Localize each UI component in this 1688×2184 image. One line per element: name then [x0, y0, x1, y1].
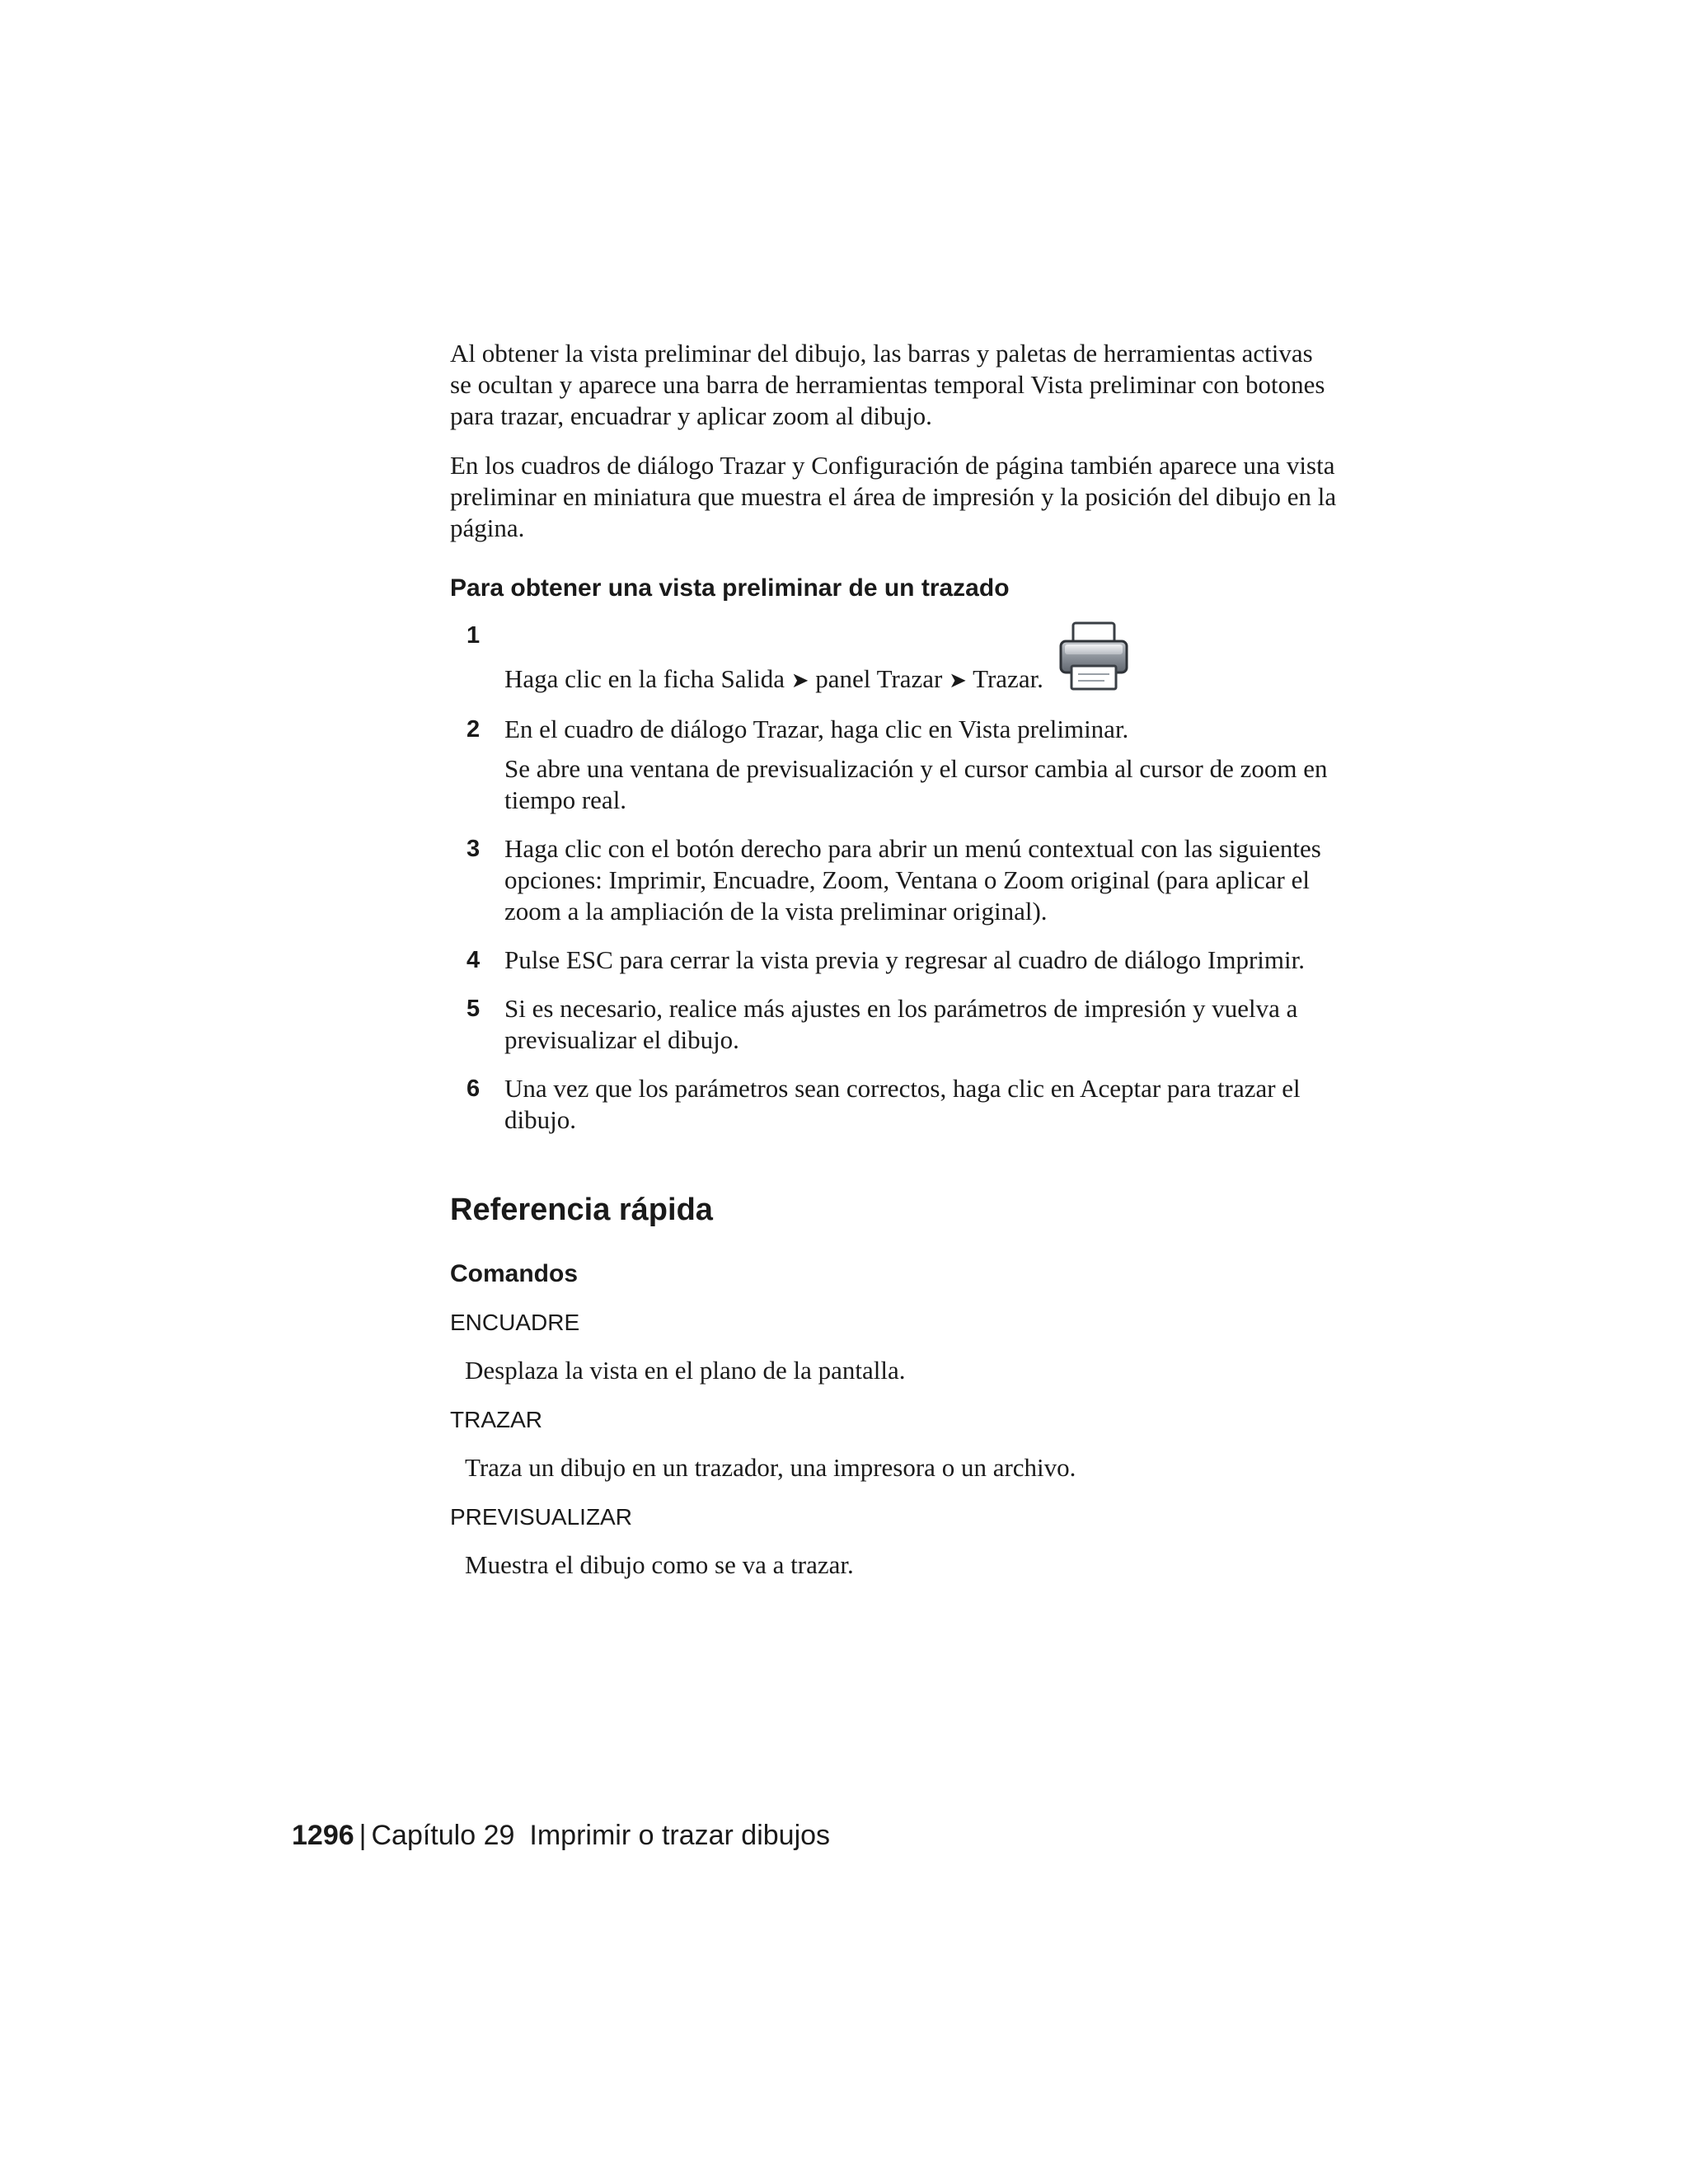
quick-reference-heading: Referencia rápida: [450, 1193, 713, 1227]
arrow-right-icon: ➤: [790, 668, 809, 693]
chapter-label: Capítulo 29: [371, 1820, 515, 1851]
step-text: Una vez que los parámetros sean correctos, haga clic en Aceptar para trazar el dibujo.: [504, 1074, 1301, 1134]
step-text: Pulse ESC para cerrar la vista previa y regresar al cuadro de diálogo Imprimir.: [504, 945, 1305, 974]
command-list: [450, 1309, 1340, 1581]
step-text: En el cuadro de diálogo Trazar, haga clic en Vista preliminar.: [504, 715, 1129, 743]
page-footer: [292, 1819, 830, 1852]
command-description: Desplaza la vista en el plano de la pantalla.: [465, 1356, 906, 1385]
printer-icon: [1057, 620, 1131, 692]
step-number: 1: [467, 622, 481, 649]
step-text: panel Trazar: [815, 664, 943, 693]
command-description: Traza un dibujo en un trazador, una impresora o un archivo.: [465, 1453, 1076, 1482]
step-number: 5: [467, 996, 481, 1022]
page-content: [450, 338, 1340, 1581]
step-number: 3: [467, 836, 481, 862]
step-number: 6: [467, 1076, 481, 1102]
commands-heading: Comandos: [450, 1260, 579, 1287]
step-4: [450, 944, 1340, 976]
command-description: Muestra el dibujo como se va a trazar.: [465, 1550, 854, 1579]
step-subtext: Se abre una ventana de previsualización y el cursor cambia al cursor de zoom en tiempo real.: [504, 754, 1328, 814]
procedure-heading: Para obtener una vista preliminar de un trazado: [450, 574, 1010, 602]
step-2: [450, 714, 1340, 816]
step-number: 2: [467, 716, 481, 743]
chapter-title: Imprimir o trazar dibujos: [529, 1820, 831, 1851]
step-text: Trazar.: [973, 664, 1043, 693]
page-number: 1296: [292, 1820, 354, 1851]
intro-paragraph-1: Al obtener la vista preliminar del dibujo, las barras y paletas de herramientas activas se ocultan y aparece una barra de herramientas temporal Vista preliminar con botones para trazar, encuadrar y aplicar zoom al dibujo.: [450, 339, 1325, 430]
step-text: Haga clic en la ficha Salida: [504, 664, 785, 693]
command-name: PREVISUALIZAR: [450, 1504, 632, 1530]
step-3: [450, 833, 1340, 927]
intro-paragraph-2: En los cuadros de diálogo Trazar y Configuración de página también aparece una vista preliminar en miniatura que muestra el área de impresión y la posición del dibujo en la página.: [450, 451, 1337, 542]
step-6: [450, 1073, 1340, 1136]
command-name: TRAZAR: [450, 1407, 542, 1432]
step-text: Haga clic con el botón derecho para abrir un menú contextual con las siguientes opciones: Imprimir, Encuadre, Zoom, Ventana o Zoom original (para aplicar el zoom a la ampliación de la vista preliminar original).: [504, 834, 1321, 926]
step-5: [450, 993, 1340, 1056]
procedure-steps: [450, 620, 1340, 1136]
command-name: ENCUADRE: [450, 1310, 580, 1335]
step-text: Si es necesario, realice más ajustes en los parámetros de impresión y vuelva a previsualizar el dibujo.: [504, 994, 1298, 1054]
arrow-right-icon: ➤: [949, 668, 967, 693]
step-number: 4: [467, 947, 481, 973]
footer-separator: |: [359, 1820, 367, 1851]
step-1: [450, 620, 1340, 696]
